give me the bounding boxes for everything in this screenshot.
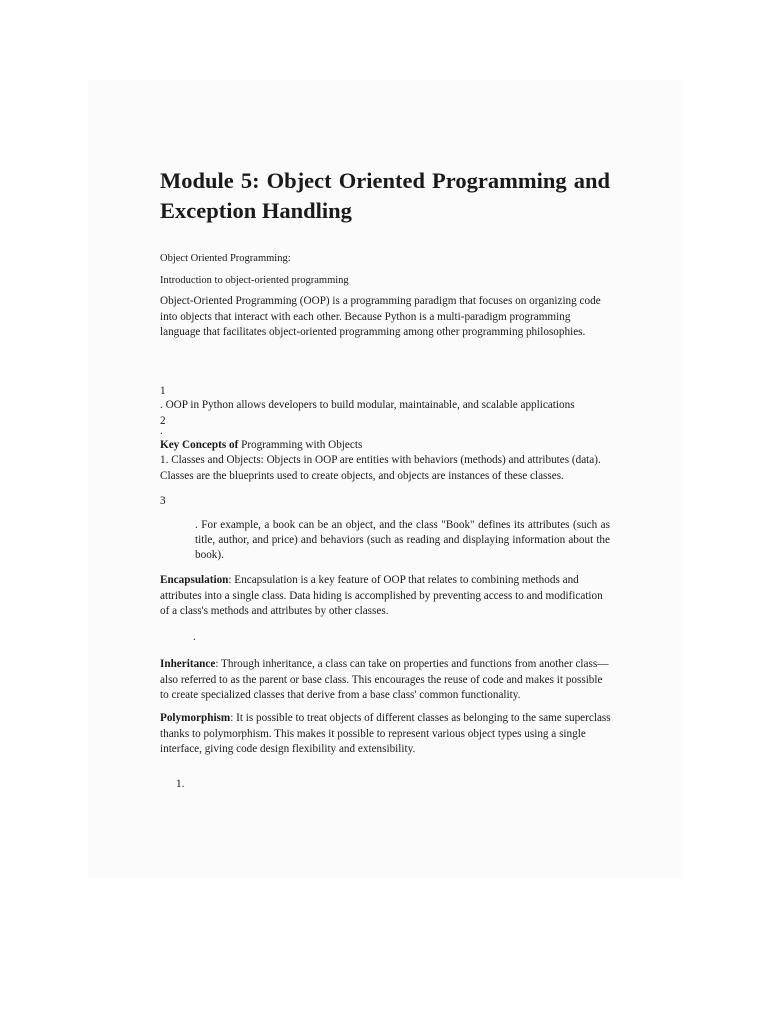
inheritance-text: : Through inheritance, a class can take on properties and functions from another class—also referred to as the parent or base class. This encourages the reuse of code and makes it possible to create specialized classes that derive from a base class' common functionality.	[160, 658, 609, 701]
oop-sentence: . OOP in Python allows developers to build modular, maintainable, and scalable applications	[160, 399, 575, 411]
encapsulation-label: Encapsulation	[160, 574, 229, 586]
dot-marker-2: .	[193, 631, 196, 643]
dot-marker: .	[160, 425, 163, 437]
example-paragraph: . For example, a book can be an object, and the class "Book" defines its attributes (such as title, author, and price) and behaviors (such as reading and displaying information about the book).	[195, 519, 610, 561]
footnote-1: 1	[160, 385, 166, 397]
footnote-2: 2	[160, 415, 166, 427]
polymorphism-label: Polymorphism	[160, 712, 231, 724]
intro-paragraph: Object-Oriented Programming (OOP) is a programming paradigm that focuses on organizing code into objects that interact with each other. Because Python is a multi-paradigm programming language that facilitates object-oriented programming among other programming philosophies.	[160, 295, 601, 338]
polymorphism-text: : It is possible to treat objects of different classes as belonging to the same superclass thanks to polymorphism. This makes it possible to represent various object types using a single interface, giving code design flexibility and extensibility.	[160, 712, 611, 755]
polymorphism-paragraph	[160, 711, 612, 758]
list-number: 1.	[176, 778, 185, 790]
module-title: Module 5: Object Oriented Programming and Exception Handling	[160, 168, 610, 223]
encapsulation-paragraph	[160, 573, 612, 620]
subheading-intro: Introduction to object-oriented programming	[160, 275, 349, 286]
subheading-oop: Object Oriented Programming:	[160, 253, 291, 264]
key-concepts-heading	[160, 438, 612, 454]
inheritance-paragraph	[160, 657, 612, 704]
inheritance-label: Inheritance	[160, 658, 216, 670]
footnote-3: 3	[160, 495, 166, 507]
key-concepts-rest: Programming with Objects	[238, 439, 363, 451]
classes-objects-paragraph: 1. Classes and Objects: Objects in OOP are entities with behaviors (methods) and attributes (data). Classes are the blueprints used to create objects, and objects are instances of these classes.	[160, 454, 601, 482]
encapsulation-text: : Encapsulation is a key feature of OOP that relates to combining methods and attributes into a single class. Data hiding is accomplished by preventing access to and modification of a class's methods and attributes by other classes.	[160, 574, 603, 617]
key-concepts-label: Key Concepts of	[160, 439, 239, 451]
